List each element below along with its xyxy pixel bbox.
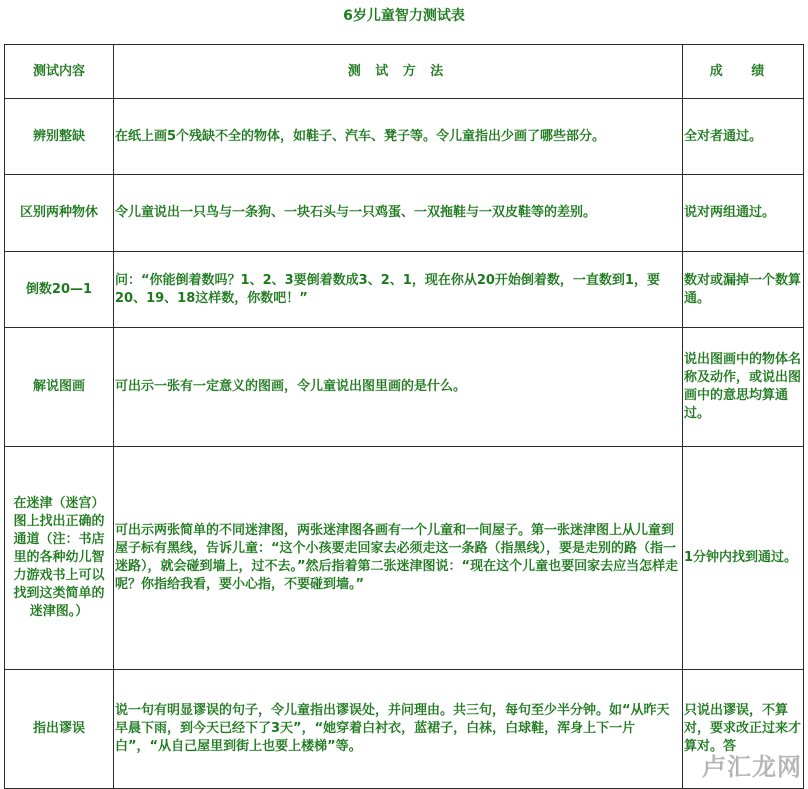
row-result: 说出图画中的物体名称及动作，或说出图画中的意思均算通过。 bbox=[683, 328, 804, 447]
table-row bbox=[5, 99, 804, 175]
header-row bbox=[5, 45, 804, 99]
row-method: 可出示两张简单的不同迷津图，两张迷津图各画有一个儿童和一间屋子。第一张迷津图上从儿童到屋子标有黑线，告诉儿童：“这个小孩要走回家去必须走这一条路（指黑线），要是走别的路（指一迷路），就会碰到墙上，过不去。”然后指着第二张迷津图说：“现在这个儿童也要回家去应当怎样走呢？你指给我看，要小心指，不要碰到墙。” bbox=[114, 447, 683, 670]
row-result: 1分钟内找到通过。 bbox=[683, 447, 804, 670]
row-content: 倒数20—1 bbox=[5, 252, 114, 328]
header-result: 成 绩 bbox=[683, 45, 804, 99]
row-content: 区别两种物休 bbox=[5, 175, 114, 252]
row-content: 在迷津（迷宫）图上找出正确的通道（注：书店里的各种幼儿智力游戏书上可以找到这类简单的迷津图。） bbox=[5, 447, 114, 670]
row-result: 只说出谬误，不算对，要求改正过来才算对。答 bbox=[683, 670, 804, 789]
table-row bbox=[5, 670, 804, 789]
table-row bbox=[5, 328, 804, 447]
table-row bbox=[5, 252, 804, 328]
row-method: 说一句有明显谬误的句子，令儿童指出谬误处，并问理由。共三句，每句至少半分钟。如“从昨天早晨下雨，到今天已经下了3天”，“她穿着白衬衣，蓝裙子，白袜，白球鞋，浑身上下一片白”，“从自己屋里到街上也要上楼梯”等。 bbox=[114, 670, 683, 789]
header-method: 测 试 方 法 bbox=[114, 45, 683, 99]
row-content: 指出谬误 bbox=[5, 670, 114, 789]
row-content: 辨别整缺 bbox=[5, 99, 114, 175]
table-row bbox=[5, 447, 804, 670]
row-method: 可出示一张有一定意义的图画，令儿童说出图里画的是什么。 bbox=[114, 328, 683, 447]
row-method: 令儿童说出一只鸟与一条狗、一块石头与一只鸡蛋、一双拖鞋与一双皮鞋等的差别。 bbox=[114, 175, 683, 252]
page-title: 6岁儿童智力测试表 bbox=[343, 8, 465, 24]
test-table bbox=[4, 44, 804, 789]
row-content: 解说图画 bbox=[5, 328, 114, 447]
row-method: 问：“你能倒着数吗？1、2、3要倒着数成3、2、1，现在你从20开始倒着数，一直数到1，要20、19、18这样数，你数吧！” bbox=[114, 252, 683, 328]
row-result: 说对两组通过。 bbox=[683, 175, 804, 252]
watermark: 卢汇龙网 bbox=[702, 752, 802, 781]
header-content: 测试内容 bbox=[5, 45, 114, 99]
table-row bbox=[5, 175, 804, 252]
row-method: 在纸上画5个残缺不全的物体，如鞋子、汽车、凳子等。令儿童指出少画了哪些部分。 bbox=[114, 99, 683, 175]
row-result: 全对者通过。 bbox=[683, 99, 804, 175]
row-result: 数对或漏掉一个数算通。 bbox=[683, 252, 804, 328]
